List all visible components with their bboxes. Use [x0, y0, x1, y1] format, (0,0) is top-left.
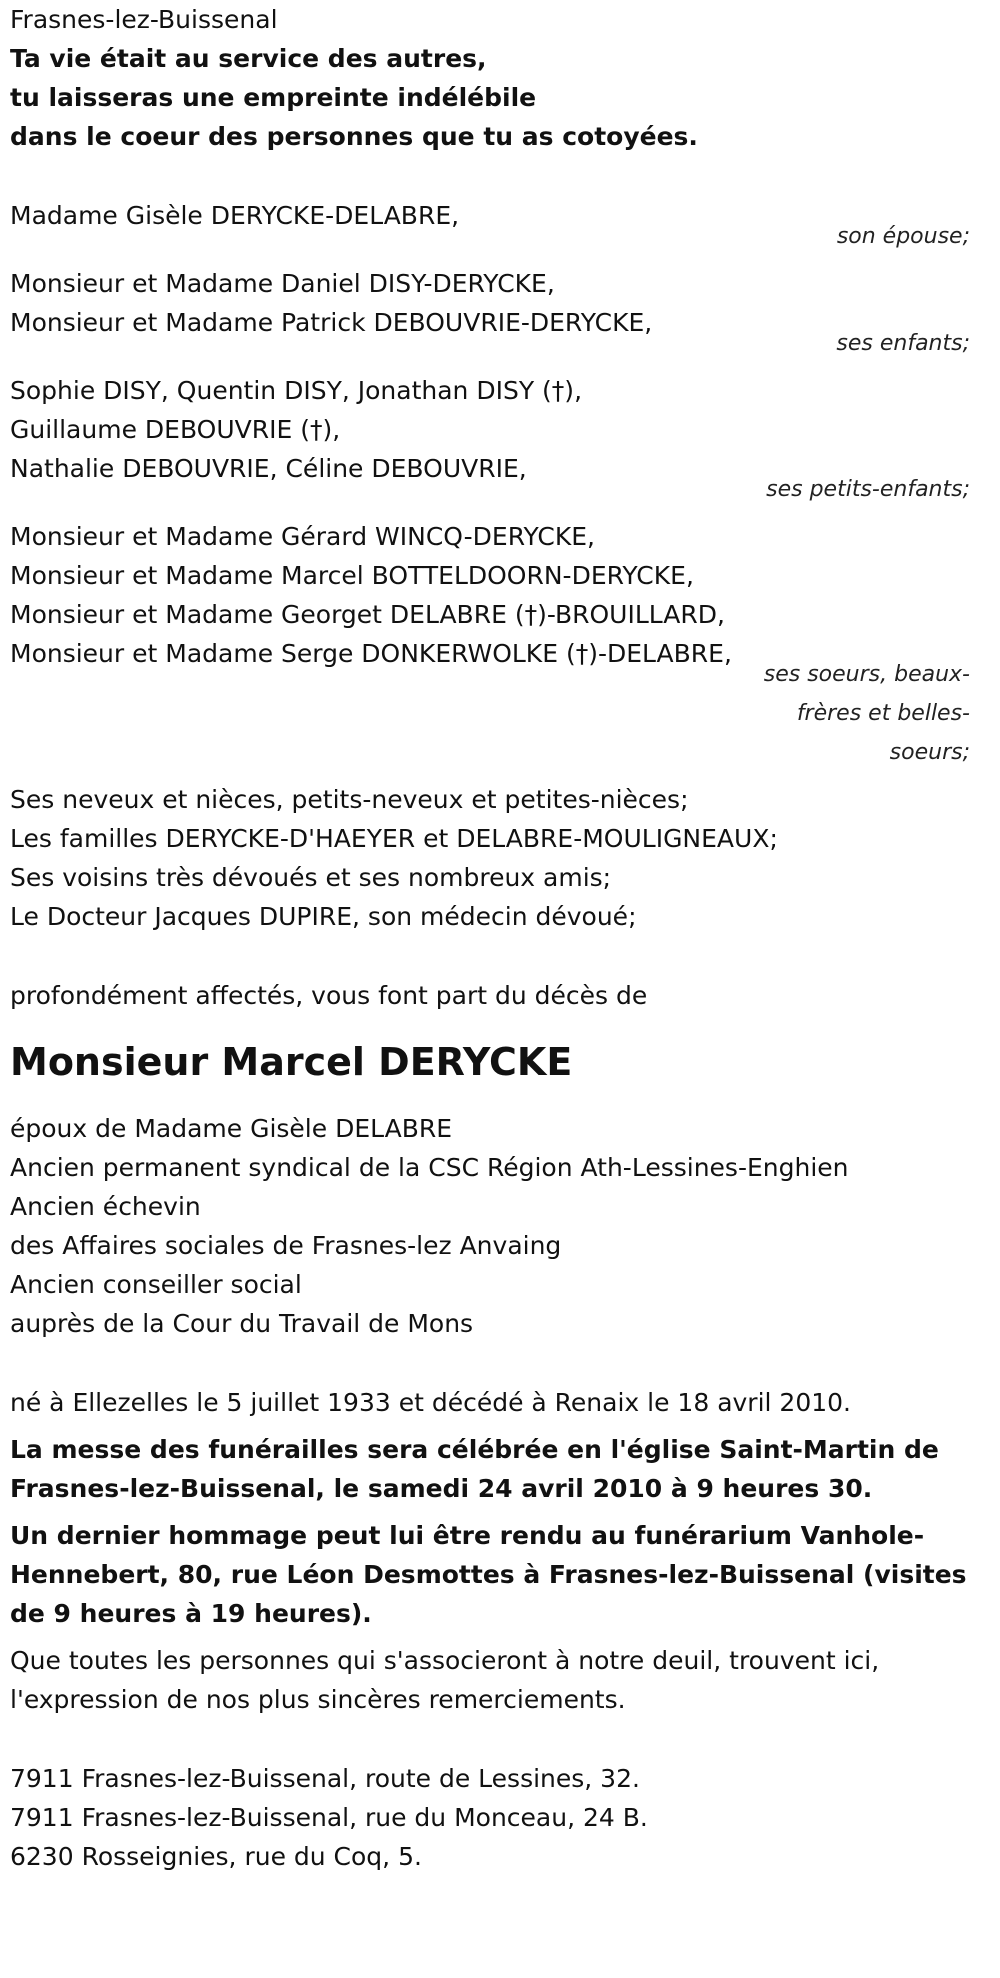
epitaph-line: dans le coeur des personnes que tu as cotoyées.	[10, 122, 698, 151]
deceased-detail: des Affaires sociales de Frasnes-lez Anvaing	[10, 1231, 562, 1260]
epitaph-line: tu laisseras une empreinte indélébile	[10, 83, 537, 112]
other-mourner: Ses neveux et nièces, petits-neveux et petites-nièces;	[10, 785, 689, 814]
relation-label-grandchildren: ses petits-enfants;	[766, 477, 970, 502]
child-name: Monsieur et Madame Patrick DEBOUVRIE-DERYCKE,	[10, 308, 653, 337]
grandchild-name: Guillaume DEBOUVRIE (†),	[10, 415, 341, 444]
birth-death-dates: né à Ellezelles le 5 juillet 1933 et décédé à Renaix le 18 avril 2010.	[10, 1388, 851, 1417]
relation-label-siblings: ses soeurs, beaux-frères et belles-soeurs;	[763, 662, 970, 765]
spouse-name: Madame Gisèle DERYCKE-DELABRE,	[10, 201, 460, 230]
sibling-name: Monsieur et Madame Georget DELABRE (†)-BROUILLARD,	[10, 600, 725, 629]
deceased-detail: Ancien conseiller social	[10, 1270, 302, 1299]
relation-label-children: ses enfants;	[836, 331, 970, 356]
child-name: Monsieur et Madame Daniel DISY-DERYCKE,	[10, 269, 555, 298]
epitaph-line: Ta vie était au service des autres,	[10, 44, 487, 73]
funeral-tribute-info: Un dernier hommage peut lui être rendu au funérarium Vanhole-Hennebert, 80, rue Léon Desmottes à Frasnes-lez-Buissenal (visites de 9 heures à 19 heures).	[10, 1521, 967, 1628]
announcement-text: profondément affectés, vous font part du décès de	[10, 981, 648, 1010]
grandchild-name: Sophie DISY, Quentin DISY, Jonathan DISY (†),	[10, 376, 583, 405]
deceased-detail: Ancien permanent syndical de la CSC Région Ath-Lessines-Enghien	[10, 1153, 849, 1182]
family-address: 7911 Frasnes-lez-Buissenal, rue du Monceau, 24 B.	[10, 1803, 648, 1832]
deceased-name: Monsieur Marcel DERYCKE	[10, 1040, 573, 1084]
other-mourner: Les familles DERYCKE-D'HAEYER et DELABRE-MOULIGNEAUX;	[10, 824, 778, 853]
family-address: 7911 Frasnes-lez-Buissenal, route de Lessines, 32.	[10, 1764, 640, 1793]
family-address: 6230 Rosseignies, rue du Coq, 5.	[10, 1842, 422, 1871]
deceased-detail: auprès de la Cour du Travail de Mons	[10, 1309, 474, 1338]
location-heading: Frasnes-lez-Buissenal	[10, 5, 278, 34]
deceased-detail: époux de Madame Gisèle DELABRE	[10, 1114, 453, 1143]
grandchild-name: Nathalie DEBOUVRIE, Céline DEBOUVRIE,	[10, 454, 527, 483]
sibling-name: Monsieur et Madame Marcel BOTTELDOORN-DERYCKE,	[10, 561, 694, 590]
sibling-name: Monsieur et Madame Serge DONKERWOLKE (†)-DELABRE,	[10, 639, 732, 668]
funeral-mass-info: La messe des funérailles sera célébrée en l'église Saint-Martin de Frasnes-lez-Buissenal, le samedi 24 avril 2010 à 9 heures 30.	[10, 1435, 939, 1503]
sibling-name: Monsieur et Madame Gérard WINCQ-DERYCKE,	[10, 522, 595, 551]
deceased-detail: Ancien échevin	[10, 1192, 201, 1221]
thanks-text: Que toutes les personnes qui s'associeront à notre deuil, trouvent ici, l'expression de nos plus sincères remerciements.	[10, 1646, 880, 1714]
other-mourner: Le Docteur Jacques DUPIRE, son médecin dévoué;	[10, 902, 637, 931]
relation-label-spouse: son épouse;	[836, 224, 970, 249]
other-mourner: Ses voisins très dévoués et ses nombreux amis;	[10, 863, 612, 892]
